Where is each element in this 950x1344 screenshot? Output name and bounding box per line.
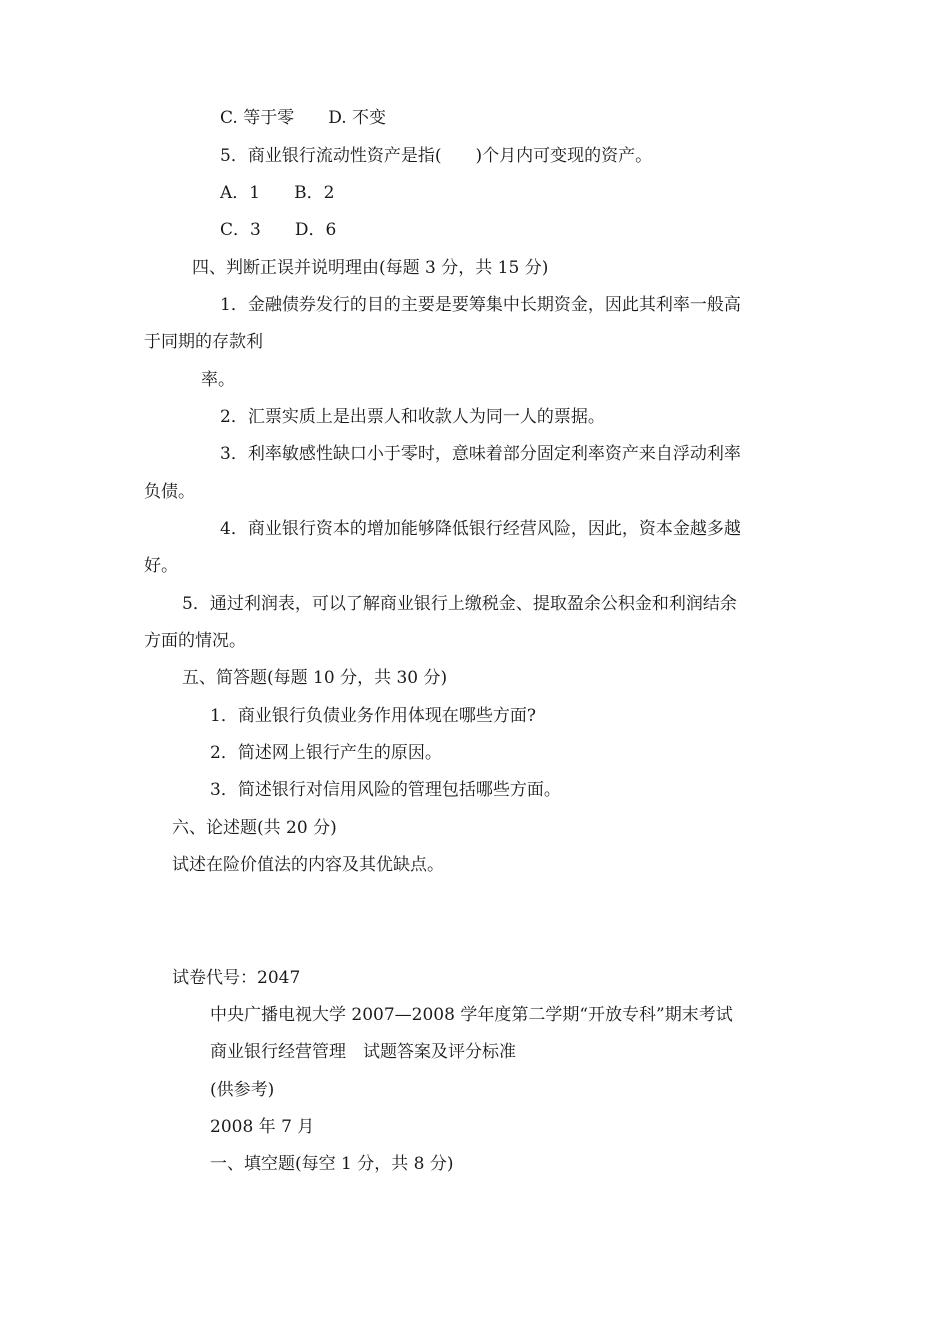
exam-date: 2008 年 7 月 <box>210 1117 315 1137</box>
q5-options-ab <box>220 182 334 204</box>
s4-item3-line1: 3．利率敏感性缺口小于零时，意味着部分固定利率资产来自浮动利率 <box>220 444 741 464</box>
s5-item1: 1．商业银行负债业务作用体现在哪些方面? <box>210 706 536 726</box>
exam-code: 试卷代号：2047 <box>172 968 301 988</box>
s4-item5-line2: 方面的情况。 <box>144 631 246 651</box>
s4-item3-line2: 负债。 <box>144 482 195 502</box>
s4-item4-line2: 好。 <box>144 556 178 576</box>
s4-item5-line1: 5．通过利润表，可以了解商业银行上缴税金、提取盈余公积金和利润结余 <box>182 594 737 614</box>
option-d: D. 不变 <box>328 108 387 128</box>
section5-title: 五、简答题(每题 10 分，共 30 分) <box>182 668 448 688</box>
option-c: C．3 <box>220 220 261 240</box>
s6-item1: 试述在险价值法的内容及其优缺点。 <box>172 855 444 875</box>
s4-item1-line1: 1．金融债券发行的目的主要是要筹集中长期资金，因此其利率一般高 <box>220 295 741 315</box>
reference-note: (供参考) <box>210 1080 275 1100</box>
q5-options-cd <box>220 219 336 241</box>
s4-item1-line3: 率。 <box>201 370 235 390</box>
section4-title: 四、判断正误并说明理由(每题 3 分，共 15 分) <box>192 258 549 278</box>
option-c: C. 等于零 <box>220 108 295 128</box>
s4-item2: 2．汇票实质上是出票人和收款人为同一人的票据。 <box>220 407 605 427</box>
option-a: A．1 <box>220 183 261 203</box>
s5-item2: 2．简述网上银行产生的原因。 <box>210 743 442 763</box>
option-b: B．2 <box>294 183 335 203</box>
q4-options-cd <box>220 107 386 129</box>
option-d: D．6 <box>294 220 337 240</box>
section6-title: 六、论述题(共 20 分) <box>172 818 337 838</box>
answer-section1-title: 一、填空题(每空 1 分，共 8 分) <box>210 1154 454 1174</box>
university-line: 中央广播电视大学 2007—2008 学年度第二学期“开放专科”期末考试 <box>210 1005 733 1025</box>
s4-item1-line2: 于同期的存款利 <box>144 332 263 352</box>
s4-item4-line1: 4．商业银行资本的增加能够降低银行经营风险，因此，资本金越多越 <box>220 519 741 539</box>
q5-stem: 5．商业银行流动性资产是指( )个月内可变现的资产。 <box>220 146 653 166</box>
subject-line: 商业银行经营管理 试题答案及评分标准 <box>210 1042 516 1062</box>
s5-item3: 3．简述银行对信用风险的管理包括哪些方面。 <box>210 780 561 800</box>
